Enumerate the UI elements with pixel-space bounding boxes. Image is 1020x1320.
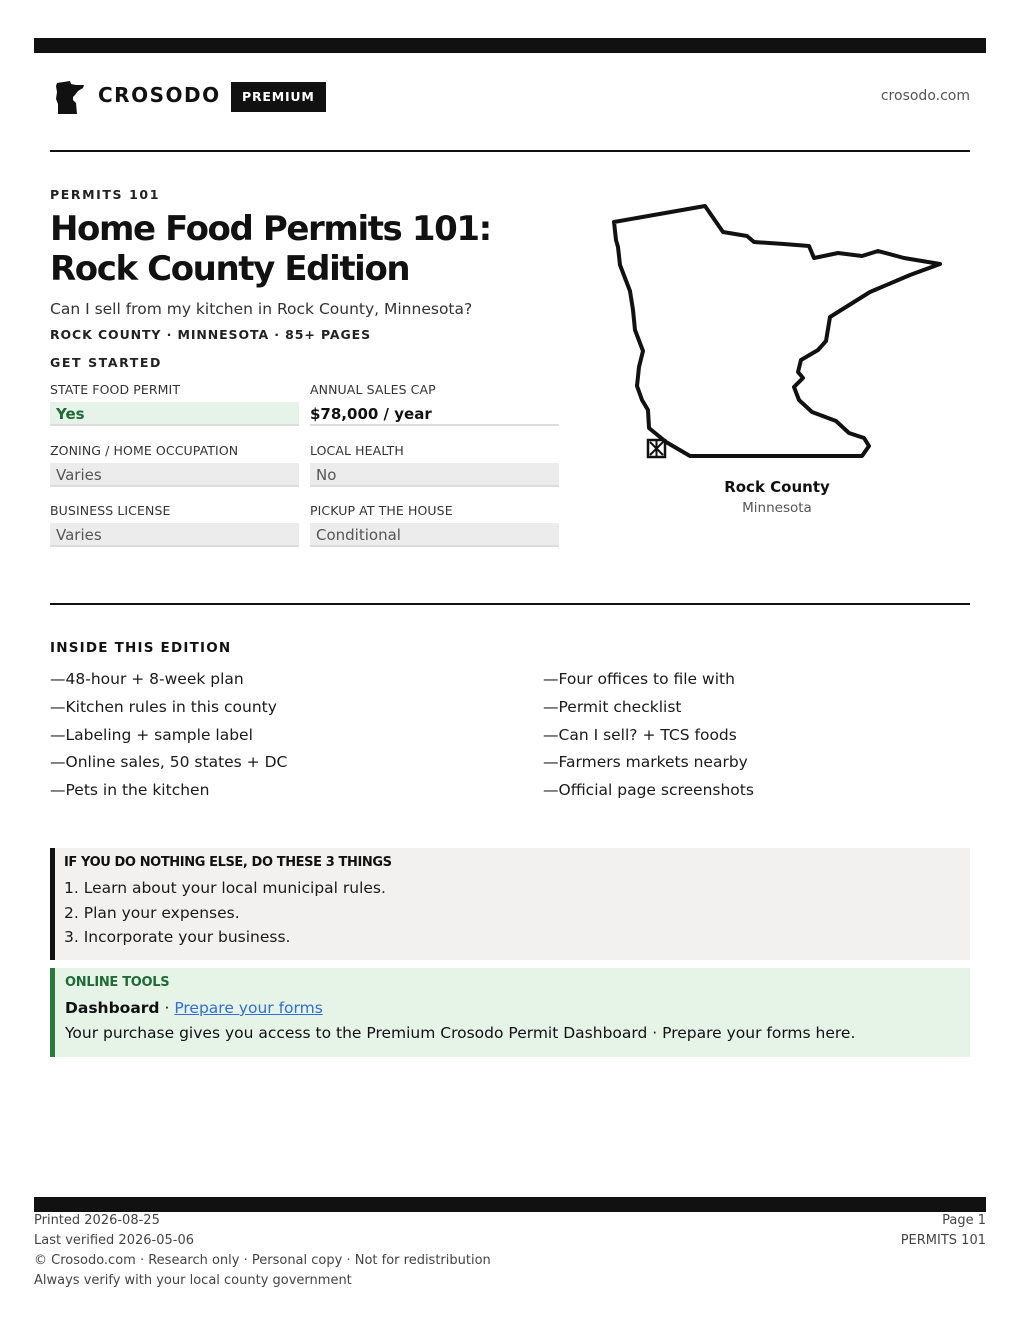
- online-tools-box: [50, 968, 970, 1057]
- list-item: —Online sales, 50 states + DC: [50, 753, 288, 772]
- fact-state-food-permit: [50, 382, 299, 434]
- callout-title: IF YOU DO NOTHING ELSE, DO THESE 3 THINGS: [64, 855, 392, 870]
- state-map: [606, 200, 946, 465]
- list-item: —Farmers markets nearby: [543, 753, 748, 772]
- list-item: —Kitchen rules in this county: [50, 697, 277, 716]
- state-outline: [614, 206, 940, 456]
- top-rule-bar: [34, 38, 986, 53]
- section-eyebrow: PERMITS 101: [50, 187, 160, 202]
- list-item: —Pets in the kitchen: [50, 781, 210, 800]
- fact-label: ANNUAL SALES CAP: [310, 382, 436, 397]
- inside-heading: INSIDE THIS EDITION: [50, 640, 232, 656]
- list-item: —Official page screenshots: [543, 781, 754, 800]
- fact-pickup: [310, 503, 559, 555]
- list-item: 1. Learn about your local municipal rules.: [64, 879, 386, 897]
- fact-label: BUSINESS LICENSE: [50, 503, 171, 518]
- fact-label: PICKUP AT THE HOUSE: [310, 503, 453, 518]
- fact-label: ZONING / HOME OCCUPATION: [50, 443, 239, 458]
- site-url[interactable]: crosodo.com: [880, 88, 970, 104]
- fact-value: No: [310, 463, 559, 487]
- fact-label: LOCAL HEALTH: [310, 443, 404, 458]
- premium-badge: PREMIUM: [231, 82, 326, 112]
- list-item: —Can I sell? + TCS foods: [543, 725, 737, 744]
- page-title: Home Food Permits 101: Rock County Edition: [50, 209, 491, 289]
- fact-value: Varies: [50, 523, 299, 547]
- county-marker-icon: [648, 440, 665, 457]
- toc-right-column: [543, 666, 754, 805]
- list-item: —Permit checklist: [543, 697, 682, 716]
- footer-section: PERMITS 101: [900, 1233, 986, 1248]
- fact-value: Varies: [50, 463, 299, 487]
- edition-meta: ROCK COUNTY · MINNESOTA · 85+ PAGES: [50, 327, 371, 342]
- brand-name: CROSODO: [98, 83, 221, 107]
- footer-left: [34, 1211, 491, 1291]
- tools-description: Your purchase gives you access to the Premium Crosodo Permit Dashboard · Prepare your forms here.: [65, 1024, 856, 1042]
- fact-value: Yes: [50, 402, 299, 426]
- header: [50, 78, 970, 118]
- toc-left-column: [50, 666, 287, 805]
- map-county-label: Rock County: [724, 478, 830, 496]
- list-item: —Labeling + sample label: [50, 725, 253, 744]
- fact-annual-sales-cap: [310, 382, 559, 434]
- printed-date: Printed 2026-08-25: [34, 1213, 160, 1228]
- list-item: —48-hour + 8-week plan: [50, 670, 244, 688]
- copyright-notice: © Crosodo.com · Research only · Personal copy · Not for redistribution: [34, 1253, 491, 1268]
- verified-date: Last verified 2026-05-06: [34, 1233, 194, 1248]
- list-item: 3. Incorporate your business.: [64, 928, 291, 946]
- footer-right: [901, 1211, 986, 1251]
- fact-value: $78,000 / year: [310, 402, 559, 426]
- fact-business-license: [50, 503, 299, 555]
- three-things-callout: [50, 848, 970, 960]
- section-divider: [50, 603, 970, 605]
- list-item: —Four offices to file with: [543, 670, 735, 688]
- list-item: 2. Plan your expenses.: [64, 903, 240, 922]
- dashboard-label: Dashboard: [65, 999, 160, 1017]
- map-state-label: Minnesota: [742, 500, 812, 516]
- fact-label: STATE FOOD PERMIT: [50, 382, 181, 397]
- prepare-forms-link[interactable]: Prepare your forms: [174, 999, 323, 1017]
- tools-title: ONLINE TOOLS: [65, 975, 170, 990]
- page-number: Page 1: [942, 1213, 986, 1228]
- header-divider: [50, 150, 970, 152]
- callout-list: [64, 876, 970, 950]
- separator: ·: [159, 999, 175, 1017]
- disclaimer: Always verify with your local county government: [34, 1273, 352, 1288]
- page-subtitle: Can I sell from my kitchen in Rock County, Minnesota?: [50, 300, 473, 318]
- fact-zoning: [50, 443, 299, 495]
- get-started-heading: GET STARTED: [50, 355, 163, 370]
- fact-value: Conditional: [310, 523, 559, 547]
- minnesota-silhouette-icon: [54, 80, 86, 116]
- fact-local-health: [310, 443, 559, 495]
- tools-links-line: [65, 999, 970, 1017]
- footer-rule-bar: [34, 1197, 986, 1212]
